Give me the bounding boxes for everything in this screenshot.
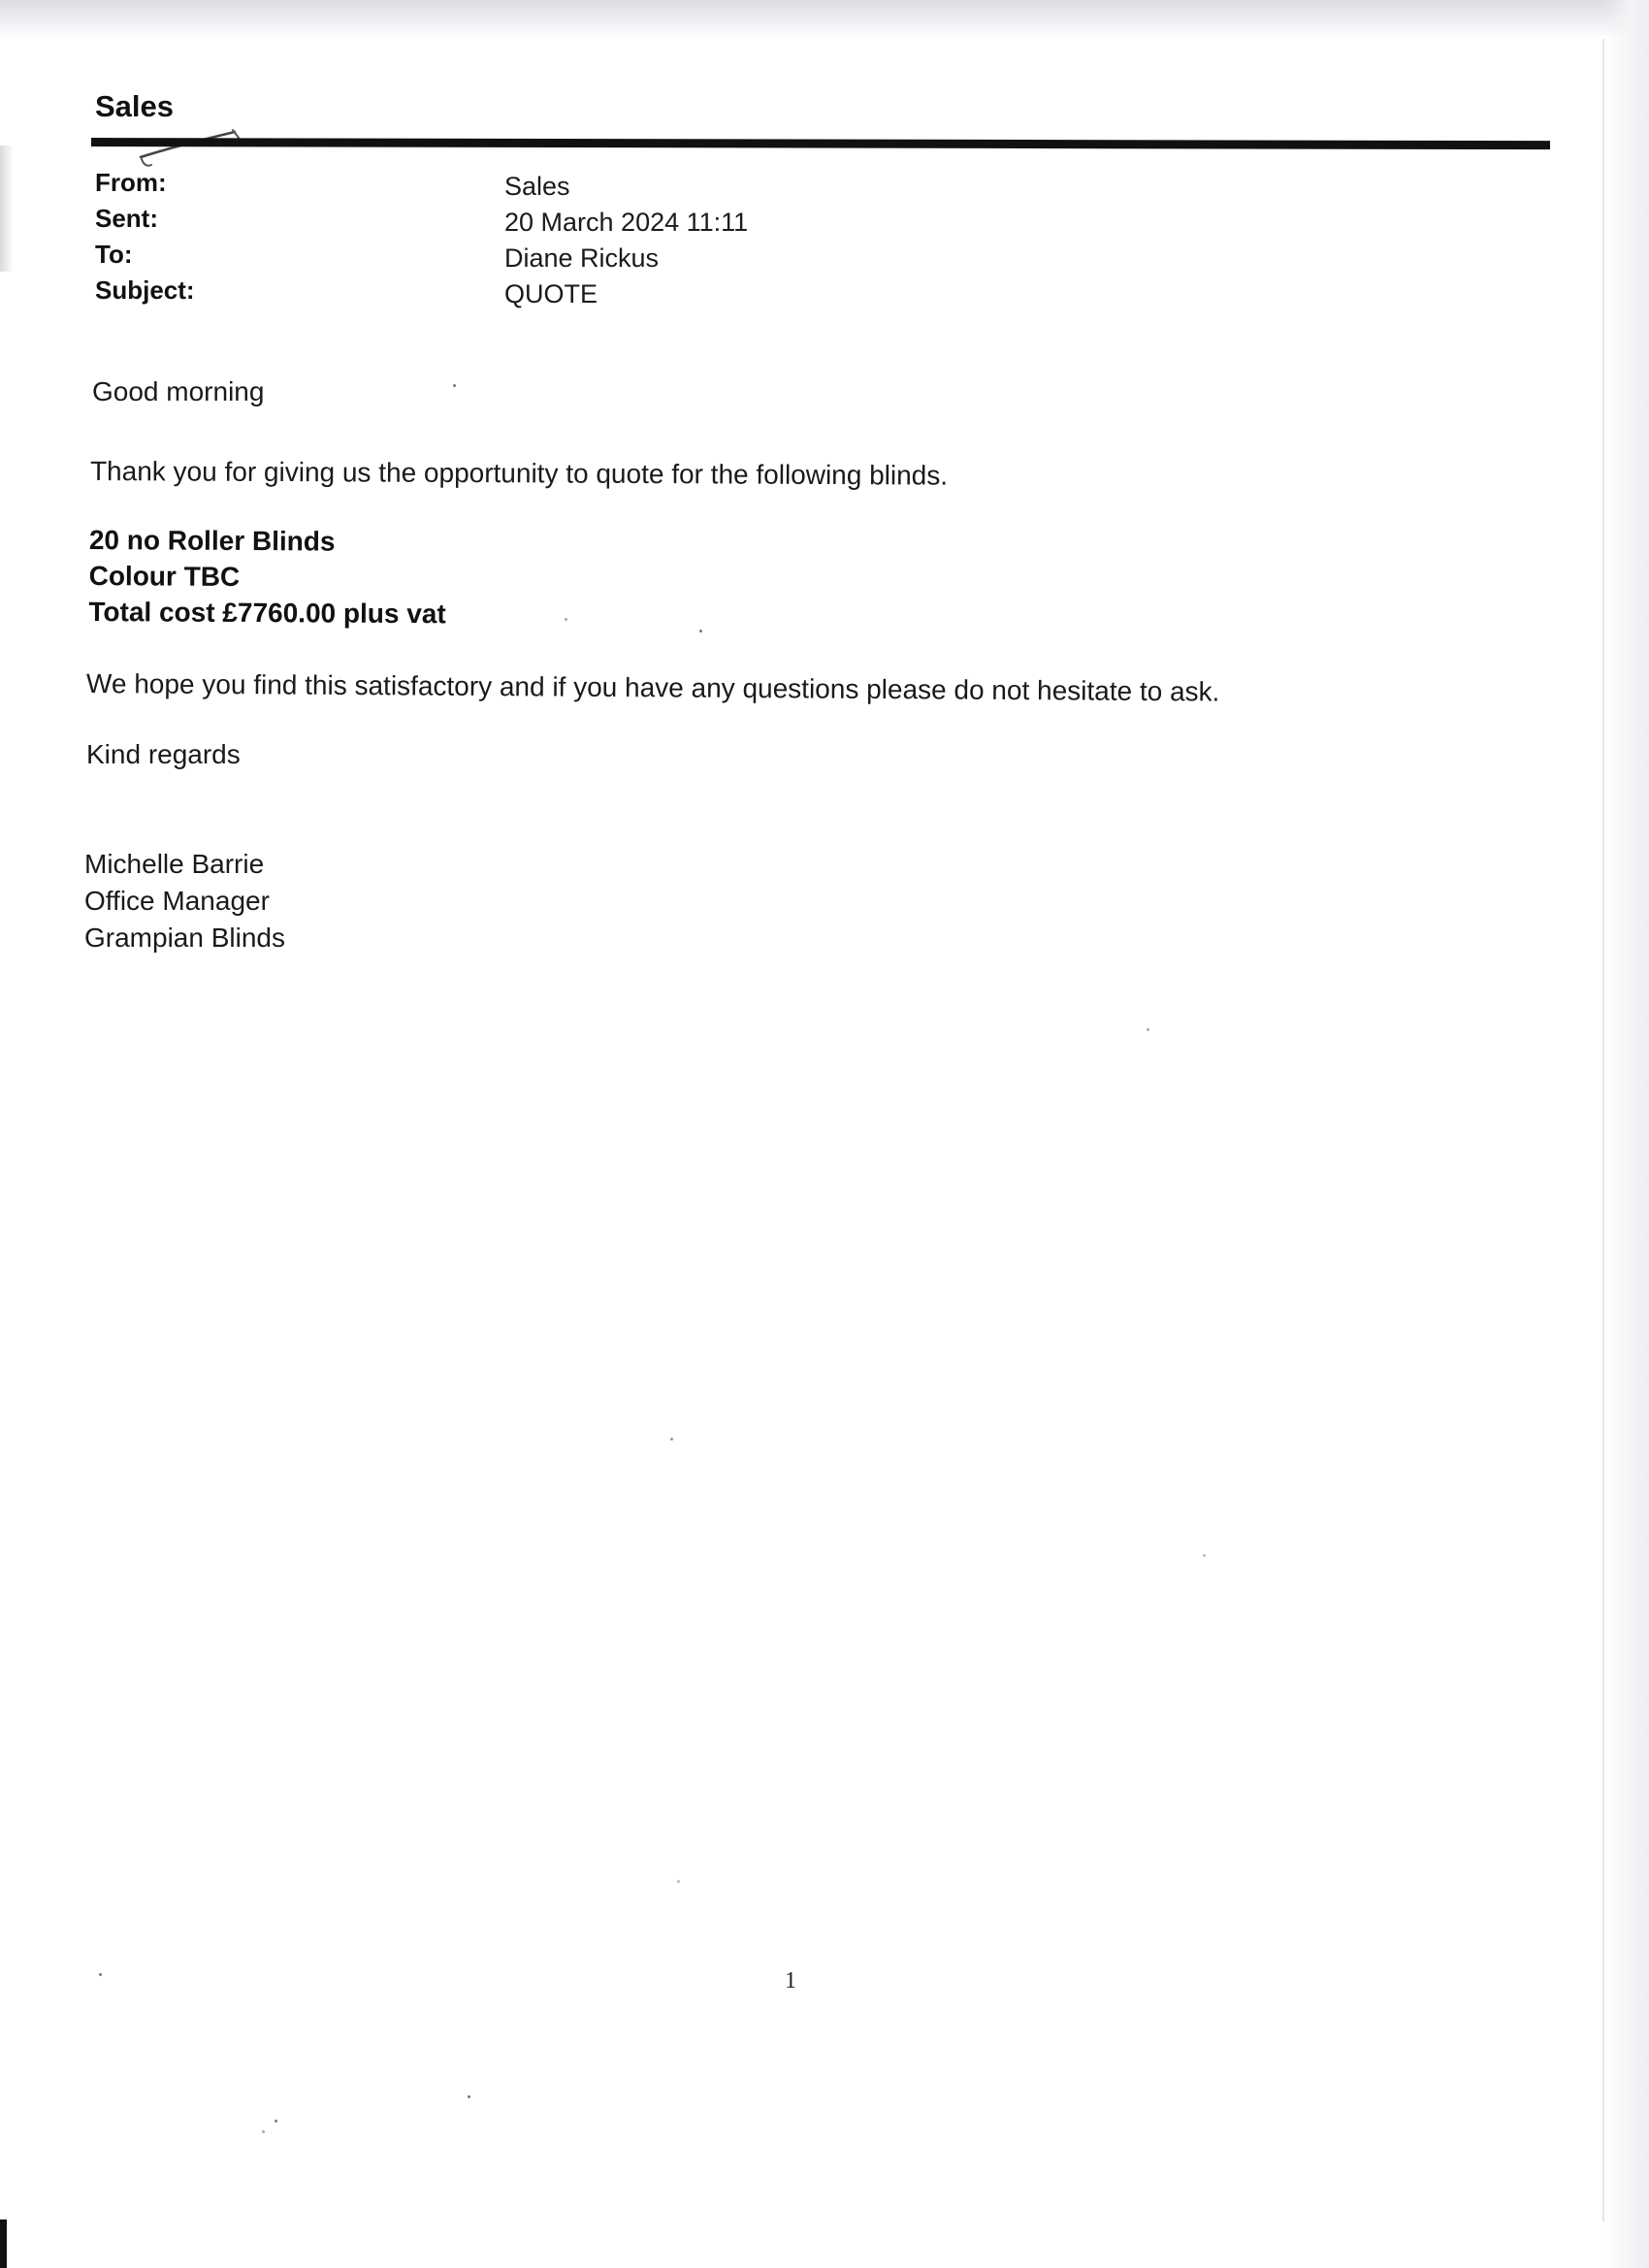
page-number: 1 <box>785 1968 796 1993</box>
scan-speck <box>468 2095 470 2098</box>
scan-speck <box>262 2130 265 2133</box>
intro-paragraph: Thank you for giving us the opportunity to quote for the following blinds. <box>89 456 949 491</box>
scan-shadow-left <box>0 146 14 272</box>
from-label: From: <box>95 168 167 197</box>
title-divider <box>91 138 1550 149</box>
sent-label: Sent: <box>95 204 158 233</box>
quote-details <box>88 522 446 632</box>
scan-edge-line <box>1602 39 1604 2221</box>
scan-speck <box>275 2120 277 2122</box>
to-value: Diane Rickus <box>504 243 660 273</box>
signature-role: Office Manager <box>84 886 270 916</box>
email-header-values <box>504 169 748 312</box>
scan-speck <box>699 630 702 632</box>
scan-edge-right <box>1604 0 1649 2268</box>
scan-corner-mark <box>0 2219 7 2268</box>
email-title: Sales <box>95 89 175 123</box>
signature-name: Michelle Barrie <box>84 849 265 879</box>
scan-speck <box>677 1880 680 1883</box>
closing-paragraph: We hope you find this satisfactory and if you have any questions please do not hesitate to ask. <box>85 668 1220 707</box>
scan-shadow-top <box>0 0 1649 39</box>
sent-value: 20 March 2024 11:11 <box>504 208 749 237</box>
quote-line-quantity: 20 no Roller Blinds <box>88 524 336 557</box>
quote-line-total: Total cost £7760.00 plus vat <box>88 596 446 630</box>
scan-speck <box>1147 1028 1149 1031</box>
subject-value: QUOTE <box>504 279 598 308</box>
scan-speck <box>670 1438 673 1441</box>
scan-speck <box>453 384 456 387</box>
email-header-labels <box>95 165 195 308</box>
scan-speck <box>99 1973 102 1976</box>
subject-label: Subject: <box>95 275 195 305</box>
sign-off: Kind regards <box>86 739 241 769</box>
scan-speck <box>565 618 567 621</box>
signature-block <box>84 846 285 956</box>
to-label: To: <box>95 240 133 269</box>
scan-speck <box>1203 1554 1206 1557</box>
quote-line-colour: Colour TBC <box>88 560 241 592</box>
signature-company: Grampian Blinds <box>84 923 285 953</box>
greeting: Good morning <box>92 376 265 406</box>
from-value: Sales <box>504 172 570 201</box>
